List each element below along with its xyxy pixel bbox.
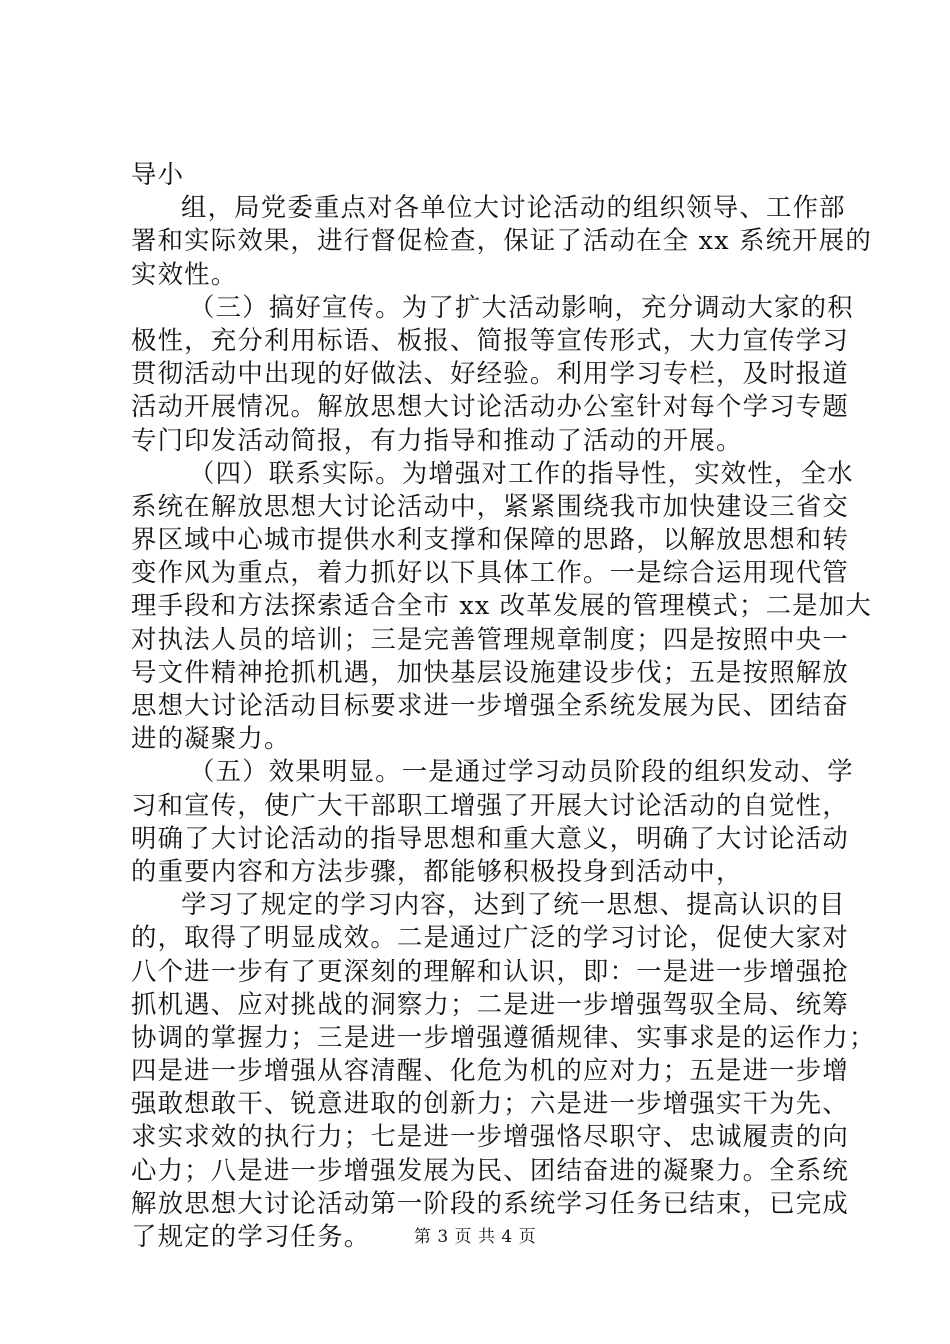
text-line: 号文件精神抢抓机遇，加快基层设施建设步伐；五是按照解放 xyxy=(131,656,849,687)
text-line: 进的凝聚力。 xyxy=(131,723,291,754)
text-line: （四）联系实际。为增强对工作的指导性，实效性，全水 xyxy=(189,457,854,488)
text-line: （三）搞好宣传。为了扩大活动影响，充分调动大家的积 xyxy=(189,291,854,322)
text-line: 对执法人员的培训；三是完善管理规章制度；四是按照中央一 xyxy=(131,623,849,654)
text-line: 八个进一步有了更深刻的理解和认识，即：一是进一步增强抢 xyxy=(131,955,849,986)
text-line: 组，局党委重点对各单位大讨论活动的组织领导、工作部 xyxy=(181,192,846,223)
text-line: 的，取得了明显成效。二是通过广泛的学习讨论，促使大家对 xyxy=(131,922,849,953)
body-text xyxy=(131,158,876,1253)
text-line: 习和宣传，使广大干部职工增强了开展大讨论活动的自觉性， xyxy=(131,789,849,820)
text-line: 了规定的学习任务。 xyxy=(131,1221,371,1251)
text-line: 贯彻活动中出现的好做法、好经验。利用学习专栏，及时报道 xyxy=(131,358,849,389)
text-line: 抓机遇、应对挑战的洞察力；二是进一步增强驾驭全局、统筹 xyxy=(131,988,849,1019)
text-line: 署和实际效果，进行督促检查，保证了活动在全 xx 系统开展的 xyxy=(131,225,872,256)
text-line: 系统在解放思想大讨论活动中，紧紧围绕我市加快建设三省交 xyxy=(131,490,849,521)
text-line: 思想大讨论活动目标要求进一步增强全系统发展为民、团结奋 xyxy=(131,690,849,720)
text-line: 学习了规定的学习内容，达到了统一思想、提高认识的目 xyxy=(181,889,846,920)
text-line: 专门印发活动简报，有力指导和推动了活动的开展。 xyxy=(131,424,743,455)
text-line: 活动开展情况。解放思想大讨论活动办公室针对每个学习专题 xyxy=(131,391,849,422)
text-line: 求实求效的执行力；七是进一步增强恪尽职守、忠诚履责的向 xyxy=(131,1121,849,1152)
text-line: （五）效果明显。一是通过学习动员阶段的组织发动、学 xyxy=(189,756,854,787)
text-line: 强敢想敢干、锐意进取的创新力；六是进一步增强实干为先、 xyxy=(131,1088,849,1119)
text-line: 理手段和方法探索适合全市 xx 改革发展的管理模式；二是加大 xyxy=(131,590,872,621)
text-line: 实效性。 xyxy=(131,258,238,289)
text-line: 极性，充分利用标语、板报、简报等宣传形式，大力宣传学习 xyxy=(131,324,849,355)
text-line: 界区域中心城市提供水利支撑和保障的思路，以解放思想和转 xyxy=(131,524,849,555)
text-line: 的重要内容和方法步骤，都能够积极投身到活动中， xyxy=(131,855,743,886)
text-line: 四是进一步增强从容清醒、化危为机的应对力；五是进一步增 xyxy=(131,1055,849,1086)
page-footer: 第 3 页 共 4 页 xyxy=(413,1227,537,1247)
text-line: 明确了大讨论活动的指导思想和重大意义，明确了大讨论活动 xyxy=(131,822,849,853)
text-line: 心力；八是进一步增强发展为民、团结奋进的凝聚力。全系统 xyxy=(131,1154,849,1185)
text-line: 协调的掌握力；三是进一步增强遵循规律、实事求是的运作力； xyxy=(131,1021,876,1052)
text-line: 导小 xyxy=(131,159,185,189)
text-line: 变作风为重点，着力抓好以下具体工作。一是综合运用现代管 xyxy=(131,557,849,588)
text-line: 解放思想大讨论活动第一阶段的系统学习任务已结束，已完成 xyxy=(131,1187,849,1218)
